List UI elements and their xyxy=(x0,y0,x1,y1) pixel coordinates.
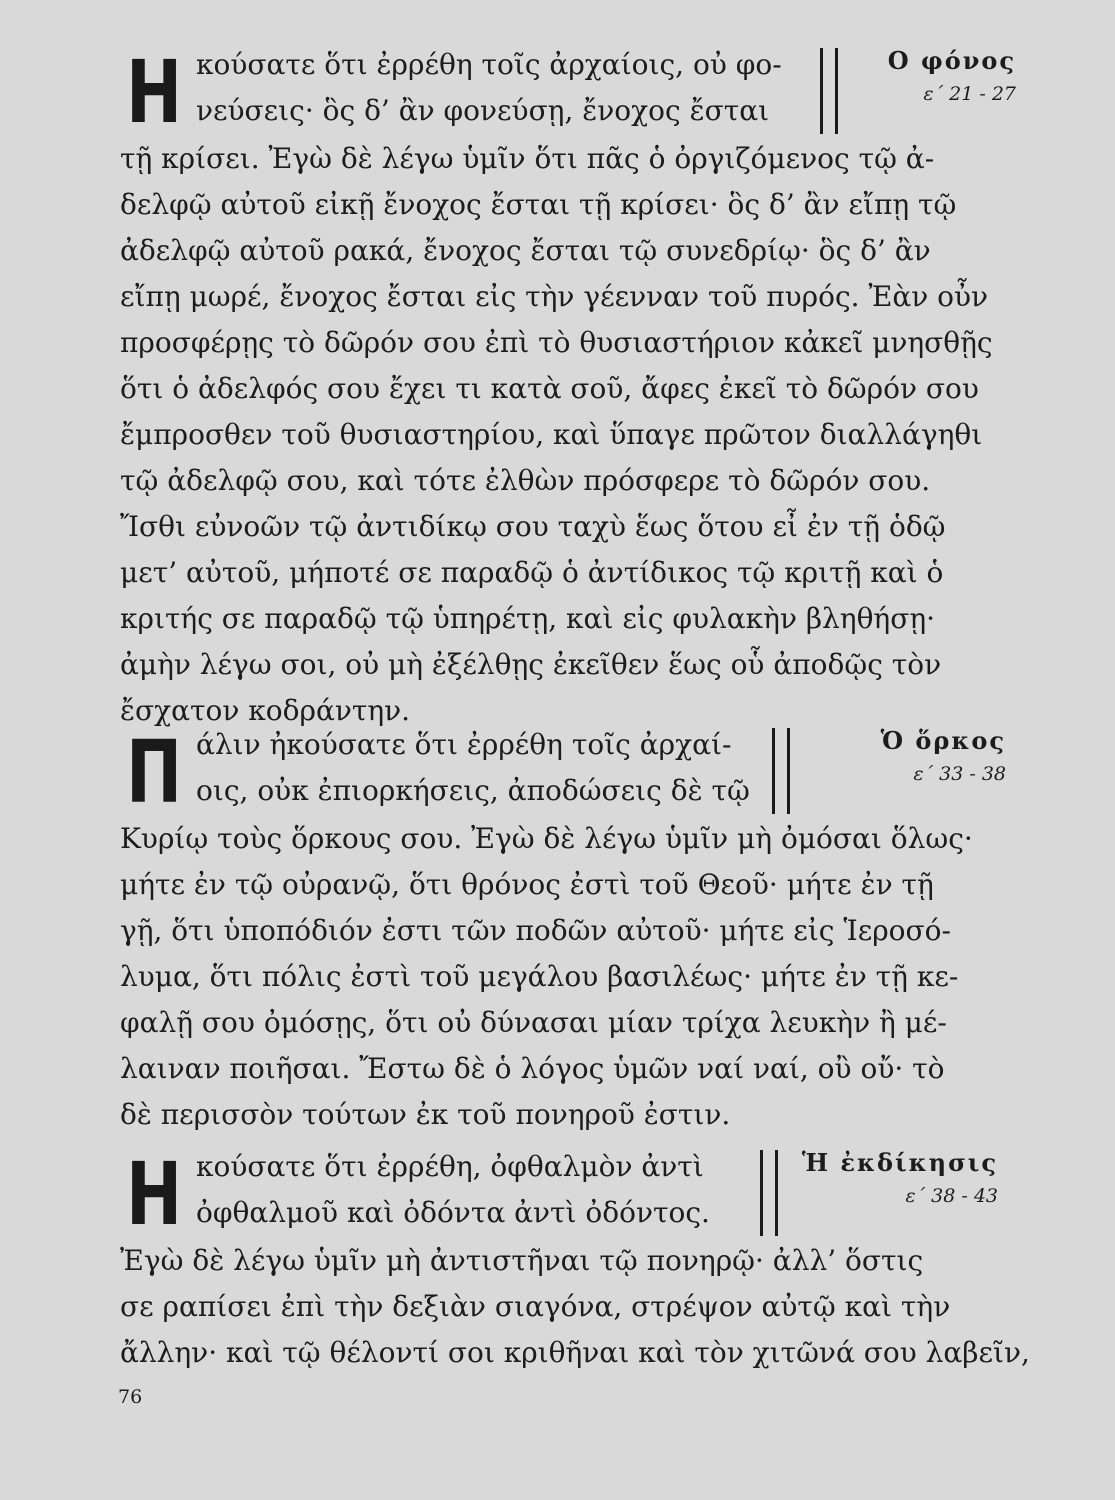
text-line: ἀμὴν λέγω σοι, οὐ μὴ ἐξέλθῃς ἐκεῖθεν ἕως οὗ ἀποδῷς τὸν xyxy=(120,648,942,681)
text-line: δὲ περισσὸν τούτων ἐκ τοῦ πονηροῦ ἐστιν. xyxy=(120,1098,731,1131)
head-line: νεύσεις· ὃς δ’ ἂν φονεύσῃ, ἔνοχος ἔσται xyxy=(196,94,770,127)
margin-note-title: Ἡ ἐκδίκησις xyxy=(801,1148,998,1177)
head-line: κούσατε ὅτι ἐρρέθη τοῖς ἀρχαίοις, οὐ φο- xyxy=(196,48,782,81)
text-line: σε ραπίσει ἐπὶ τὴν δεξιὰν σιαγόνα, στρέψον αὐτῷ καὶ τὴν xyxy=(120,1290,951,1323)
margin-note xyxy=(806,46,1016,105)
section-body xyxy=(120,136,1015,734)
page-number: 76 xyxy=(118,1386,143,1408)
text-line: γῇ, ὅτι ὑποπόδιόν ἐστι τῶν ποδῶν αὐτοῦ· μήτε εἰς Ἱεροσό- xyxy=(120,914,951,947)
text-line: μετ’ αὐτοῦ, μήποτέ σε παραδῷ ὁ ἀντίδικος τῷ κριτῇ καὶ ὁ xyxy=(120,556,944,589)
margin-note-reference: ε΄ 33 - 38 xyxy=(913,763,1006,785)
text-line: τῷ ἀδελφῷ σου, καὶ τότε ἐλθὼν πρόσφερε τὸ δῶρόν σου. xyxy=(120,464,931,497)
text-line: ἀδελφῷ αὐτοῦ ρακά, ἔνοχος ἔσται τῷ συνεδρίῳ· ὃς δ’ ἂν xyxy=(120,234,931,267)
text-line: Ἴσθι εὐνοῶν τῷ ἀντιδίκῳ σου ταχὺ ἕως ὅτου εἶ ἐν τῇ ὁδῷ xyxy=(120,510,946,543)
text-line: ἔσχατον κοδράντην. xyxy=(120,694,411,727)
text-line: προσφέρῃς τὸ δῶρόν σου ἐπὶ τὸ θυσιαστήριον κἀκεῖ μνησθῇς xyxy=(120,326,993,359)
text-line: ὅτι ὁ ἀδελφός σου ἔχει τι κατὰ σοῦ, ἄφες ἐκεῖ τὸ δῶρόν σου xyxy=(120,372,979,405)
text-line: Κυρίῳ τοὺς ὅρκους σου. Ἐγὼ δὲ λέγω ὑμῖν μὴ ὀμόσαι ὅλως· xyxy=(120,822,973,855)
text-line: φαλῇ σου ὀμόσῃς, ὅτι οὐ δύνασαι μίαν τρίχα λευκὴν ἢ μέ- xyxy=(120,1006,947,1039)
text-line: τῇ κρίσει. Ἐγὼ δὲ λέγω ὑμῖν ὅτι πᾶς ὁ ὀργιζόμενος τῷ ἀ- xyxy=(120,142,935,175)
margin-note xyxy=(788,1148,998,1207)
text-line: ἄλλην· καὶ τῷ θέλοντί σοι κριθῆναι καὶ τὸν χιτῶνά σου λαβεῖν, xyxy=(120,1336,1030,1369)
section-body xyxy=(120,1238,1030,1376)
head-line: κούσατε ὅτι ἐρρέθη, ὀφθαλμὸν ἀντὶ xyxy=(196,1150,704,1183)
margin-note-title: Ο φόνος xyxy=(887,46,1016,75)
text-line: μήτε ἐν τῷ οὐρανῷ, ὅτι θρόνος ἐστὶ τοῦ Θεοῦ· μήτε ἐν τῇ xyxy=(120,868,934,901)
section-head xyxy=(120,1144,1015,1245)
margin-note-title: Ὁ ὅρκος xyxy=(880,726,1006,755)
head-line: ὀφθαλμοῦ καὶ ὀδόντα ἀντὶ ὀδόντος. xyxy=(196,1196,710,1229)
margin-note-reference: ε΄ 38 - 43 xyxy=(905,1185,998,1207)
section-head xyxy=(120,42,1016,143)
section-body xyxy=(120,816,1015,1138)
text-line: εἴπῃ μωρέ, ἔνοχος ἔσται εἰς τὴν γέενναν τοῦ πυρός. Ἐὰν οὖν xyxy=(120,280,989,313)
text-line: Ἐγὼ δὲ λέγω ὑμῖν μὴ ἀντιστῆναι τῷ πονηρῷ· ἀλλ’ ὅστις xyxy=(120,1244,924,1277)
section-head xyxy=(120,722,1015,823)
text-line: λαιναν ποιῆσαι. Ἔστω δὲ ὁ λόγος ὑμῶν ναί ναί, οὒ οὔ· τὸ xyxy=(120,1052,945,1085)
margin-note xyxy=(796,726,1006,785)
head-line: οις, οὐκ ἐπιορκήσεις, ἀποδώσεις δὲ τῷ xyxy=(196,774,750,807)
section-revenge xyxy=(120,1144,1030,1376)
text-line: κριτής σε παραδῷ τῷ ὑπηρέτῃ, καὶ εἰς φυλακὴν βληθήσῃ· xyxy=(120,602,935,635)
text-line: λυμα, ὅτι πόλις ἐστὶ τοῦ μεγάλου βασιλέως· μήτε ἐν τῇ κε- xyxy=(120,960,959,993)
double-rule xyxy=(772,728,790,814)
section-murder xyxy=(120,42,1015,734)
head-line: άλιν ἠκούσατε ὅτι ἐρρέθη τοῖς ἀρχαί- xyxy=(196,728,732,761)
margin-note-reference: ε΄ 21 - 27 xyxy=(923,83,1016,105)
text-line: δελφῷ αὐτοῦ εἰκῇ ἔνοχος ἔσται τῇ κρίσει· ὃς δ’ ἂν εἴπῃ τῷ xyxy=(120,188,957,221)
drop-cap: Η xyxy=(126,1145,183,1245)
text-line: ἔμπροσθεν τοῦ θυσιαστηρίου, καὶ ὕπαγε πρῶτον διαλλάγηθι xyxy=(120,418,983,451)
section-oath xyxy=(120,722,1015,1138)
double-rule xyxy=(760,1150,778,1236)
drop-cap: Π xyxy=(126,723,183,823)
drop-cap: Η xyxy=(126,43,183,143)
